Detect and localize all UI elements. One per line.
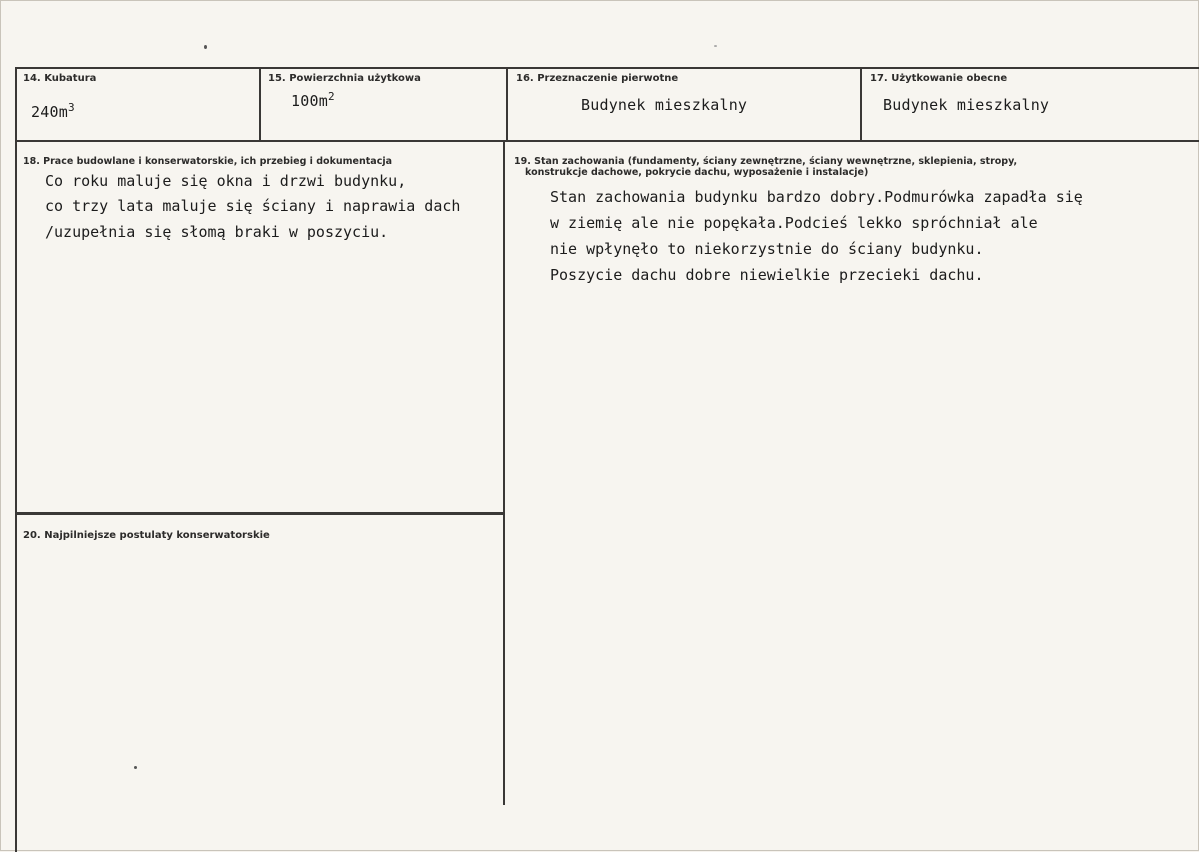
field-15-label: 15. Powierzchnia użytkowa <box>268 73 421 84</box>
field-17-value: Budynek mieszkalny <box>883 96 1050 114</box>
field-18-line: Co roku maluje się okna i drzwi budynku, <box>45 172 407 190</box>
paper-speck <box>714 45 717 47</box>
field-16-label: 16. Przeznaczenie pierwotne <box>516 73 679 84</box>
field-18-line: co trzy lata maluje się ściany i naprawia dach <box>45 197 461 215</box>
field-19-line: nie wpłynęło to niekorzystnie do ściany budynku. <box>550 240 984 258</box>
paper-speck <box>204 45 207 49</box>
field-18-label: 18. Prace budowlane i konserwatorskie, ich przebieg i dokumentacja <box>23 156 393 167</box>
divider-14-15 <box>259 67 261 142</box>
divider-15-16 <box>506 67 508 142</box>
field-14-number: 240m <box>31 103 68 121</box>
field-19-line: Poszycie dachu dobre niewielkie przecieki dachu. <box>550 266 984 284</box>
field-18-text <box>45 172 460 248</box>
field-17-label: 17. Użytkowanie obecne <box>870 73 1008 84</box>
field-14-value <box>31 101 75 121</box>
center-divider <box>503 142 505 805</box>
left-mid-rule <box>15 512 505 515</box>
paper-speck <box>134 766 137 769</box>
field-20-label: 20. Najpilniejsze postulaty konserwatorskie <box>23 530 270 541</box>
field-19-line: w ziemię ale nie popękała.Podcieś lekko spróchniał ale <box>550 214 1038 232</box>
row1-bottom-rule <box>15 140 1199 142</box>
field-19-line: Stan zachowania budynku bardzo dobry.Podmurówka zapadła się <box>550 188 1083 206</box>
field-16-value: Budynek mieszkalny <box>581 96 748 114</box>
field-18-line: /uzupełnia się słomą braki w poszyciu. <box>45 223 389 241</box>
field-14-label: 14. Kubatura <box>23 73 97 84</box>
field-15-unit-exponent: 2 <box>327 90 335 103</box>
field-19-text <box>550 188 1083 292</box>
field-15-number: 100m <box>291 92 328 110</box>
field-19-label-line1: 19. Stan zachowania (fundamenty, ściany zewnętrzne, ściany wewnętrzne, sklepienia, stropy, <box>514 156 1018 167</box>
field-14-unit-exponent: 3 <box>67 101 75 114</box>
left-border <box>15 67 17 852</box>
field-15-value <box>291 90 335 110</box>
top-rule <box>15 67 1199 69</box>
divider-16-17 <box>860 67 862 142</box>
field-19-label-line2: konstrukcje dachowe, pokrycie dachu, wyposażenie i instalacje) <box>525 167 869 178</box>
